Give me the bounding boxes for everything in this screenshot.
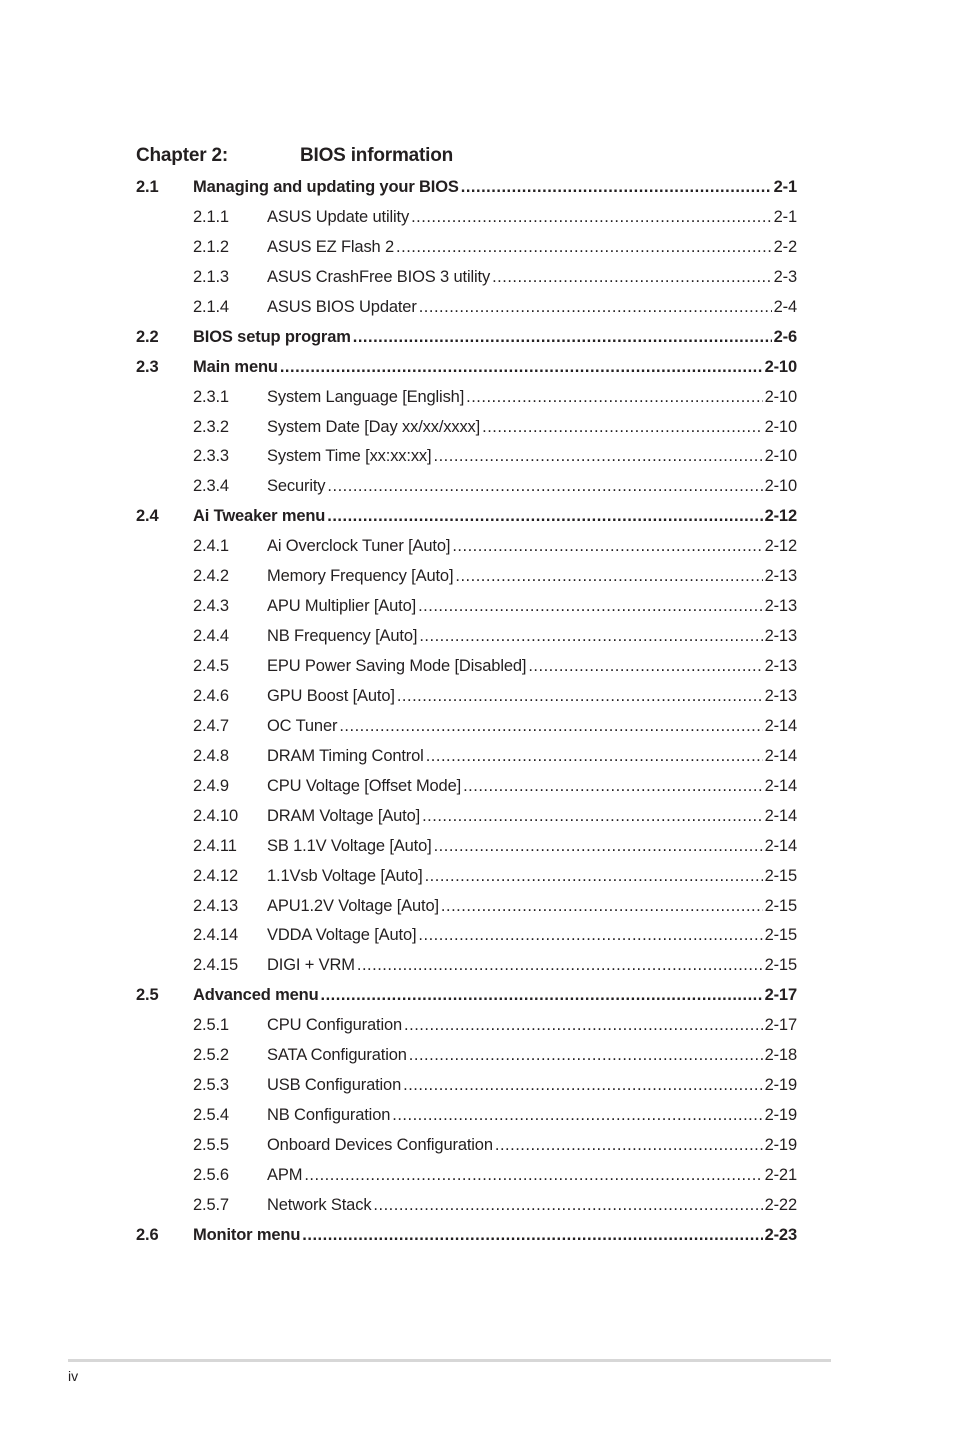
toc-entry-number: 2.4.1 [193, 537, 229, 556]
dot-leader [482, 412, 762, 442]
toc-entry-title: ASUS CrashFree BIOS 3 utility [267, 262, 492, 292]
toc-entry-title: Advanced menu [193, 980, 321, 1010]
toc-entry-title: 1.1Vsb Voltage [Auto] [267, 861, 425, 891]
dot-leader [492, 262, 772, 292]
toc-entry-title: CPU Voltage [Offset Mode] [267, 771, 463, 801]
toc-subsection-entry[interactable] [0, 711, 954, 741]
toc-entry-title: GPU Boost [Auto] [267, 681, 397, 711]
toc-entry-leader [193, 172, 797, 202]
dot-leader [419, 292, 772, 322]
toc-entry-leader [267, 1130, 797, 1160]
toc-entry-page: 2-10 [764, 387, 797, 406]
toc-entry-number: 2.4.2 [193, 567, 229, 586]
toc-entry-leader [267, 741, 797, 771]
toc-entry-number: 2.2 [136, 327, 159, 346]
dot-leader [409, 1040, 763, 1070]
toc-entry-page: 2-19 [764, 1106, 797, 1125]
toc-entry-number: 2.4.8 [193, 746, 229, 765]
toc-subsection-entry[interactable] [0, 651, 954, 681]
dot-leader [404, 1010, 763, 1040]
toc-entry-number: 2.3.1 [193, 387, 229, 406]
toc-entry-page: 2-15 [764, 896, 797, 915]
toc-subsection-entry[interactable] [0, 232, 954, 262]
toc-entry-leader [267, 1010, 797, 1040]
dot-leader [434, 831, 763, 861]
toc-entry-number: 2.1.3 [193, 267, 229, 286]
toc-entry-title: Main menu [193, 352, 280, 382]
toc-entry-page: 2-17 [764, 1016, 797, 1035]
toc-entry-leader [267, 651, 797, 681]
dot-leader [422, 801, 763, 831]
dot-leader [461, 172, 772, 202]
toc-entry-page: 2-14 [764, 746, 797, 765]
toc-entry-leader [267, 202, 797, 232]
toc-entry-leader [267, 262, 797, 292]
dot-leader [495, 1130, 763, 1160]
toc-entry-leader [267, 801, 797, 831]
toc-entry-number: 2.4.5 [193, 657, 229, 675]
toc-entry-leader [267, 711, 797, 741]
toc-subsection-entry[interactable] [0, 1190, 954, 1220]
dot-leader [455, 561, 762, 591]
toc-entry-page: 2-10 [764, 417, 797, 436]
toc-entry-title: APU Multiplier [Auto] [267, 591, 418, 621]
toc-entry-title: ASUS BIOS Updater [267, 292, 419, 322]
dot-leader [441, 891, 763, 921]
toc-subsection-entry[interactable] [0, 801, 954, 831]
dot-leader [357, 950, 763, 980]
toc-entry-number: 2.1 [136, 178, 159, 196]
toc-entry-leader [267, 891, 797, 921]
toc-entry-number: 2.5.6 [193, 1165, 229, 1184]
toc-entry-title: DRAM Voltage [Auto] [267, 801, 422, 831]
toc-entry-leader [193, 322, 797, 352]
toc-entry-leader [267, 292, 797, 322]
toc-entry-number: 2.3 [136, 357, 159, 376]
toc-entry-title: EPU Power Saving Mode [Disabled] [267, 651, 528, 681]
dot-leader [426, 741, 763, 771]
toc-entry-number: 2.4.12 [193, 866, 238, 885]
toc-subsection-entry[interactable] [0, 441, 954, 471]
toc-entry-number: 2.4.3 [193, 597, 229, 616]
toc-entry-number: 2.5.1 [193, 1016, 229, 1035]
toc-subsection-entry[interactable] [0, 950, 954, 980]
toc-entry-leader [193, 352, 797, 382]
toc-section-entry[interactable] [0, 501, 954, 531]
dot-leader [339, 711, 762, 741]
toc-entry-page: 2-15 [764, 866, 797, 885]
toc-entry-number: 2.4.4 [193, 627, 229, 646]
toc-subsection-entry[interactable] [0, 681, 954, 711]
toc-entry-leader [267, 471, 797, 501]
toc-subsection-entry[interactable] [0, 561, 954, 591]
toc-subsection-entry[interactable] [0, 1100, 954, 1130]
toc-entry-title: APU1.2V Voltage [Auto] [267, 891, 441, 921]
dot-leader [327, 471, 762, 501]
toc-entry-leader [267, 1160, 797, 1190]
toc-entry-leader [193, 501, 797, 531]
toc-entry-page: 2-6 [773, 327, 797, 346]
toc-entry-leader [267, 1190, 797, 1220]
toc-entry-title: DRAM Timing Control [267, 741, 426, 771]
toc-entry-leader [267, 1040, 797, 1070]
toc-entry-page: 2-3 [773, 267, 797, 286]
toc-entry-title: BIOS setup program [193, 322, 353, 352]
toc-entry-page: 2-13 [764, 597, 797, 616]
toc-entry-title: APM [267, 1160, 304, 1190]
toc-entry-number: 2.5.3 [193, 1076, 229, 1095]
dot-leader [418, 920, 762, 950]
toc-entry-leader [267, 681, 797, 711]
dot-leader [452, 531, 762, 561]
toc-subsection-entry[interactable] [0, 771, 954, 801]
toc-subsection-entry[interactable] [0, 1130, 954, 1160]
toc-entry-title: Ai Tweaker menu [193, 501, 327, 531]
toc-subsection-entry[interactable] [0, 741, 954, 771]
toc-entry-title: SATA Configuration [267, 1040, 409, 1070]
toc-entry-title: VDDA Voltage [Auto] [267, 920, 418, 950]
toc-entry-title: NB Frequency [Auto] [267, 621, 419, 651]
dot-leader [411, 202, 772, 232]
toc-subsection-entry[interactable] [0, 412, 954, 442]
toc-entry-leader [267, 621, 797, 651]
toc-entry-leader [267, 771, 797, 801]
toc-entry-title: Network Stack [267, 1190, 373, 1220]
toc-subsection-entry[interactable] [0, 591, 954, 621]
toc-entry-title: System Language [English] [267, 382, 466, 412]
toc-entry-title: ASUS Update utility [267, 202, 411, 232]
toc-entry-page: 2-15 [764, 956, 797, 975]
toc-entry-number: 2.6 [136, 1225, 159, 1244]
toc-entry-number: 2.4.15 [193, 956, 238, 975]
toc-entry-leader [267, 232, 797, 262]
toc-entry-page: 2-17 [764, 986, 797, 1005]
toc-subsection-entry[interactable] [0, 861, 954, 891]
toc-entry-leader [267, 382, 797, 412]
toc-entry-number: 2.5 [136, 986, 159, 1005]
toc-entry-title: Security [267, 471, 327, 501]
toc-entry-page: 2-13 [764, 686, 797, 705]
toc-entry-leader [267, 1100, 797, 1130]
toc-entry-number: 2.4.13 [193, 896, 238, 915]
toc-entry-title: System Time [xx:xx:xx] [267, 441, 433, 471]
toc-entry-page: 2-22 [764, 1195, 797, 1214]
toc-entry-leader [193, 1220, 797, 1250]
toc-entry-page: 2-14 [764, 806, 797, 825]
toc-entry-number: 2.4.14 [193, 926, 238, 945]
toc-entry-number: 2.1.1 [193, 207, 229, 226]
toc-entry-number: 2.1.4 [193, 297, 229, 316]
toc-entry-number: 2.3.3 [193, 447, 229, 466]
toc-entry-page: 2-12 [764, 537, 797, 556]
toc-entry-title: Ai Overclock Tuner [Auto] [267, 531, 452, 561]
toc-entry-title: SB 1.1V Voltage [Auto] [267, 831, 434, 861]
dot-leader [327, 501, 762, 531]
dot-leader [396, 232, 772, 262]
toc-entry-page: 2-18 [764, 1046, 797, 1065]
toc-entry-page: 2-4 [773, 297, 797, 316]
toc-subsection-entry[interactable] [0, 292, 954, 322]
toc-subsection-entry[interactable] [0, 831, 954, 861]
toc-entry-number: 2.4.7 [193, 716, 229, 735]
toc-entry-number: 2.4 [136, 507, 159, 526]
toc-section-entry[interactable] [0, 172, 954, 202]
toc-entry-page: 2-13 [764, 627, 797, 646]
toc-entry-page: 2-2 [773, 237, 797, 256]
dot-leader [433, 441, 762, 471]
toc-entry-page: 2-19 [764, 1136, 797, 1154]
toc-entry-page: 2-23 [764, 1225, 797, 1244]
dot-leader [403, 1070, 762, 1100]
toc-entry-leader [267, 950, 797, 980]
toc-entry-title: Managing and updating your BIOS [193, 172, 461, 202]
toc-entry-page: 2-14 [764, 776, 797, 795]
toc-entry-title: DIGI + VRM [267, 950, 357, 980]
toc-entry-leader [267, 591, 797, 621]
toc-entry-number: 2.5.4 [193, 1106, 229, 1125]
toc-entry-number: 2.4.6 [193, 686, 229, 705]
toc-subsection-entry[interactable] [0, 1010, 954, 1040]
page-number: iv [68, 1368, 79, 1384]
toc-entry-leader [193, 980, 797, 1010]
toc-entry-page: 2-1 [773, 207, 797, 226]
toc-entry-leader [267, 1070, 797, 1100]
toc-entry-page: 2-10 [764, 447, 797, 466]
toc-entry-leader [267, 412, 797, 442]
dot-leader [321, 980, 763, 1010]
toc-entry-number: 2.5.7 [193, 1195, 229, 1214]
toc-subsection-entry[interactable] [0, 1160, 954, 1190]
dot-leader [302, 1220, 762, 1250]
dot-leader [373, 1190, 762, 1220]
toc-entry-title: ASUS EZ Flash 2 [267, 232, 396, 262]
toc-entry-title: Memory Frequency [Auto] [267, 561, 455, 591]
toc-entry-page: 2-21 [764, 1165, 797, 1184]
chapter-title: BIOS information [300, 145, 454, 166]
toc-entry-page: 2-19 [764, 1076, 797, 1095]
toc-section-entry[interactable] [0, 322, 954, 352]
toc-entry-number: 2.4.11 [193, 836, 237, 855]
toc-entry-leader [267, 920, 797, 950]
footer-divider [68, 1359, 831, 1362]
toc-subsection-entry[interactable] [0, 891, 954, 921]
toc-subsection-entry[interactable] [0, 531, 954, 561]
dot-leader [304, 1160, 762, 1190]
toc-section-entry[interactable] [0, 980, 954, 1010]
dot-leader [419, 621, 762, 651]
toc-entry-page: 2-15 [764, 926, 797, 945]
toc-entry-title: NB Configuration [267, 1100, 392, 1130]
dot-leader [418, 591, 762, 621]
toc-entry-page: 2-12 [764, 507, 797, 526]
toc-entry-page: 2-13 [764, 657, 797, 675]
toc-entry-leader [267, 861, 797, 891]
toc-entry-page: 2-14 [764, 716, 797, 735]
toc-entry-page: 2-10 [764, 477, 797, 496]
table-of-contents [0, 172, 954, 1250]
toc-entry-title: Onboard Devices Configuration [267, 1130, 495, 1160]
chapter-heading [136, 145, 836, 169]
toc-entry-title: CPU Configuration [267, 1010, 404, 1040]
toc-entry-page: 2-14 [764, 836, 797, 855]
chapter-label: Chapter 2: [136, 145, 228, 166]
dot-leader [466, 382, 762, 412]
dot-leader [528, 651, 762, 681]
toc-subsection-entry[interactable] [0, 621, 954, 651]
toc-entry-title: System Date [Day xx/xx/xxxx] [267, 412, 482, 442]
toc-subsection-entry[interactable] [0, 202, 954, 232]
dot-leader [353, 322, 772, 352]
toc-subsection-entry[interactable] [0, 382, 954, 412]
toc-entry-title: Monitor menu [193, 1220, 302, 1250]
toc-section-entry[interactable] [0, 1220, 954, 1250]
toc-entry-page: 2-10 [764, 357, 797, 376]
toc-entry-number: 2.5.2 [193, 1046, 229, 1065]
toc-entry-leader [267, 441, 797, 471]
dot-leader [425, 861, 763, 891]
dot-leader [463, 771, 763, 801]
dot-leader [280, 352, 763, 382]
toc-entry-page: 2-1 [773, 178, 797, 196]
toc-section-entry[interactable] [0, 352, 954, 382]
toc-subsection-entry[interactable] [0, 1040, 954, 1070]
toc-entry-leader [267, 531, 797, 561]
toc-entry-title: USB Configuration [267, 1070, 403, 1100]
toc-entry-number: 2.5.5 [193, 1136, 229, 1154]
toc-subsection-entry[interactable] [0, 1070, 954, 1100]
toc-entry-number: 2.1.2 [193, 237, 229, 256]
toc-entry-leader [267, 561, 797, 591]
toc-subsection-entry[interactable] [0, 920, 954, 950]
dot-leader [392, 1100, 762, 1130]
toc-entry-number: 2.4.9 [193, 776, 229, 795]
toc-entry-title: OC Tuner [267, 711, 339, 741]
toc-subsection-entry[interactable] [0, 262, 954, 292]
toc-entry-number: 2.4.10 [193, 806, 238, 825]
toc-entry-number: 2.3.2 [193, 417, 229, 436]
toc-entry-number: 2.3.4 [193, 477, 229, 496]
toc-entry-page: 2-13 [764, 567, 797, 586]
dot-leader [397, 681, 763, 711]
toc-subsection-entry[interactable] [0, 471, 954, 501]
toc-entry-leader [267, 831, 797, 861]
